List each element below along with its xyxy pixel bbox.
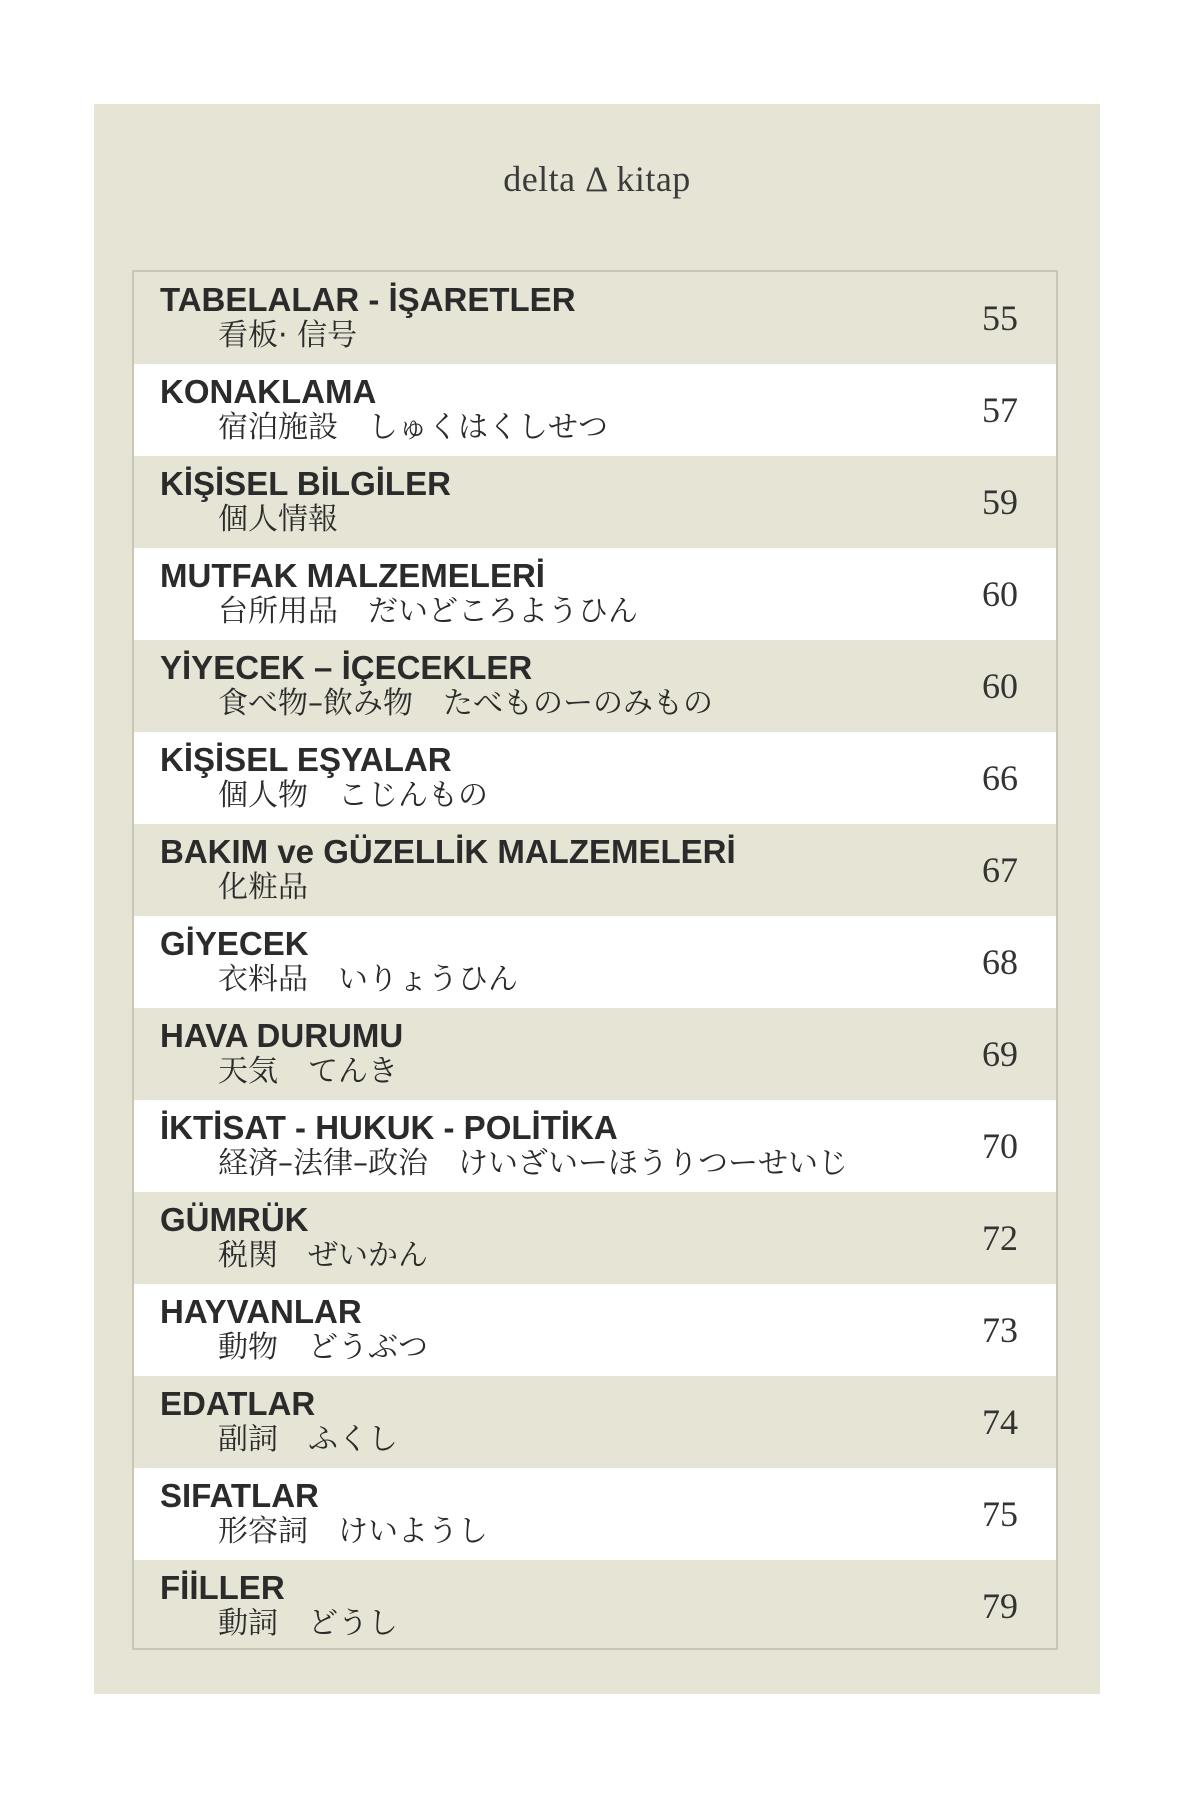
toc-entry-title: FİİLLER — [160, 1569, 285, 1606]
toc-entry-subtitle: 個人物 こじんもの — [218, 778, 488, 813]
toc-entry — [134, 916, 1056, 1008]
toc-entry-page: 79 — [982, 1586, 1018, 1626]
toc-entry-subtitle: 化粧品 — [218, 870, 308, 905]
toc-entry — [134, 1560, 1056, 1650]
toc-entry-page: 66 — [982, 758, 1018, 798]
toc-entry-page: 60 — [982, 574, 1018, 614]
toc-entry-title: BAKIM ve GÜZELLİK MALZEMELERİ — [160, 833, 736, 870]
toc-entry-page: 55 — [982, 298, 1018, 338]
toc-entry — [134, 1008, 1056, 1100]
toc-entry-subtitle: 経済–法律–政治 けいざいーほうりつーせいじ — [218, 1146, 848, 1181]
toc-entry — [134, 1100, 1056, 1192]
toc-entry-subtitle: 個人情報 — [218, 502, 338, 537]
toc-entry-page: 74 — [982, 1402, 1018, 1442]
toc-entry-title: YİYECEK – İÇECEKLER — [160, 649, 533, 686]
publisher-brand: delta Δ kitap — [503, 159, 691, 199]
toc-entry-subtitle: 税関 ぜいかん — [218, 1238, 428, 1273]
toc-entry-page: 57 — [982, 390, 1018, 430]
toc-entry-subtitle: 台所用品 だいどころようひん — [218, 594, 638, 629]
toc-entry — [134, 1376, 1056, 1468]
toc-entry-title: SIFATLAR — [160, 1477, 319, 1514]
toc-entry-title: HAYVANLAR — [160, 1293, 362, 1330]
toc-entry-title: GİYECEK — [160, 925, 309, 962]
toc-entry-page: 67 — [982, 850, 1018, 890]
toc-entry-title: HAVA DURUMU — [160, 1017, 404, 1054]
toc-entry-subtitle: 食べ物–飲み物 たべものーのみもの — [218, 686, 713, 721]
toc-entry — [134, 456, 1056, 548]
toc-entry-page: 75 — [982, 1494, 1018, 1534]
toc-entry-page: 60 — [982, 666, 1018, 706]
toc-entry-title: İKTİSAT - HUKUK - POLİTİKA — [160, 1109, 618, 1146]
toc-entry-page: 73 — [982, 1310, 1018, 1350]
toc-entry-title: KİŞİSEL EŞYALAR — [160, 741, 452, 778]
toc-entry-page: 68 — [982, 942, 1018, 982]
toc-entry-title: TABELALAR - İŞARETLER — [160, 281, 576, 318]
toc-entry-subtitle: 宿泊施設 しゅくはくしせつ — [218, 410, 608, 445]
toc-entry — [134, 824, 1056, 916]
toc-entry — [134, 364, 1056, 456]
toc-entry-page: 69 — [982, 1034, 1018, 1074]
toc-entry-title: GÜMRÜK — [160, 1201, 309, 1238]
toc-entry — [134, 272, 1056, 364]
toc-entry-subtitle: 天気 てんき — [218, 1054, 398, 1089]
toc-entry-title: MUTFAK MALZEMELERİ — [160, 557, 545, 594]
toc-entry-subtitle: 動物 どうぶつ — [218, 1330, 428, 1365]
toc-entry-page: 59 — [982, 482, 1018, 522]
toc-entry-title: KİŞİSEL BİLGİLER — [160, 465, 451, 502]
toc-entry — [134, 1192, 1056, 1284]
toc-entry — [134, 1468, 1056, 1560]
book-page — [94, 104, 1100, 1694]
table-of-contents — [132, 270, 1058, 1650]
toc-entry-page: 70 — [982, 1126, 1018, 1166]
toc-entry-subtitle: 衣料品 いりょうひん — [218, 962, 518, 997]
toc-entry — [134, 732, 1056, 824]
toc-entry-subtitle: 副詞 ふくし — [218, 1422, 398, 1457]
toc-entry — [134, 1284, 1056, 1376]
toc-entry-subtitle: 形容詞 けいようし — [218, 1514, 488, 1549]
toc-entry-title: EDATLAR — [160, 1385, 316, 1422]
toc-entry — [134, 548, 1056, 640]
toc-entry-subtitle: 動詞 どうし — [218, 1606, 398, 1641]
toc-entry-page: 72 — [982, 1218, 1018, 1258]
toc-entry-title: KONAKLAMA — [160, 373, 377, 410]
toc-entry — [134, 640, 1056, 732]
toc-entry-subtitle: 看板· 信号 — [218, 318, 358, 353]
